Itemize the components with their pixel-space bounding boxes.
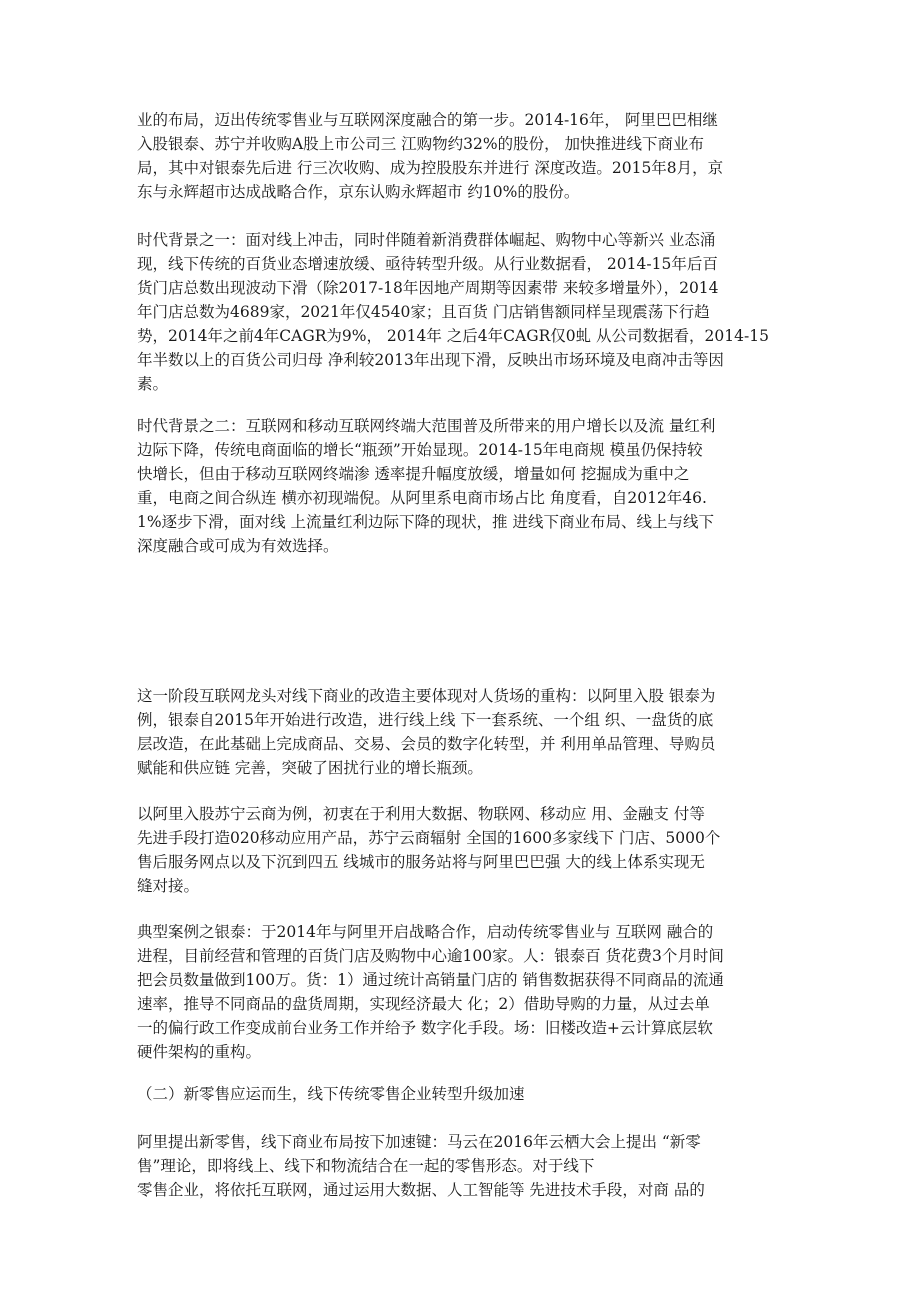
text-line: 缝对接。: [137, 877, 200, 895]
text-line: 重，电商之间合纵连 横亦初现端倪。从阿里系电商市场占比 角度看，自2012年46.: [137, 489, 707, 507]
paragraph-alibaba-jd-layout: [137, 108, 785, 204]
text-line: 售”理论，即将线上、线下和物流结合在一起的零售形态。对于线下: [137, 1157, 595, 1175]
text-line: 零售企业，将依托互联网，通过运用大数据、人工智能等 先进技术手段，对商 品的: [137, 1181, 705, 1199]
text-line: 以阿里入股苏宁云商为例，初衷在于利用大数据、物联网、移动应 用、金融支 付等: [137, 805, 705, 823]
text-line: 时代背景之二：互联网和移动互联网终端大范围普及所带来的用户增长以及流 量红利: [137, 417, 716, 435]
text-line: 年半数以上的百货公司归母 净利较2013年出现下滑，反映出市场环境及电商冲击等因: [137, 351, 724, 369]
paragraph-suning: [137, 802, 785, 898]
text-line: 现，线下传统的百货业态增速放缓、亟待转型升级。从行业数据看， 2014-15年后百: [137, 255, 718, 273]
paragraph-people-goods-place: [137, 684, 785, 780]
text-line: 硬件架构的重构。: [137, 1043, 262, 1061]
text-line: 典型案例之银泰：于2014年与阿里开启战略合作，启动传统零售业与 互联网 融合的: [137, 923, 714, 941]
text-line: 进程，目前经营和管理的百货门店及购物中心逾100家。人：银泰百 货花费3个月时间: [137, 947, 724, 965]
text-line: 年门店总数为4689家，2021年仅4540家；且百货 门店销售额同样呈现震荡下行趋: [137, 303, 710, 321]
text-line: 例，银泰自2015年开始进行改造，进行线上线 下一套系统、一个组 织、一盘货的底: [137, 711, 714, 729]
text-line: 把会员数量做到100万。货：1）通过统计高销量门店的 销售数据获得不同商品的流通: [137, 971, 724, 989]
text-line: 快增长，但由于移动互联网终端渗 透率提升幅度放缓，增量如何 挖掘成为重中之: [137, 465, 690, 483]
text-line: 速率，推导不同商品的盘货周期，实现经济最大 化；2）借助导购的力量，从过去单: [137, 995, 710, 1013]
text-line: 入股银泰、苏宁并收购A股上市公司三 江购物约32%的股份， 加快推进线下商业布: [137, 135, 705, 153]
text-line: 先进手段打造020移动应用产品，苏宁云商辐射 全国的1600多家线下 门店、5000个: [137, 829, 721, 847]
text-line: 一的偏行政工作变成前台业务工作并给予 数字化手段。场：旧楼改造+云计算底层软: [137, 1019, 713, 1037]
paragraph-background-one: [137, 228, 785, 396]
text-line: 深度融合或可成为有效选择。: [137, 537, 339, 555]
text-line: 售后服务网点以及下沉到四五 线城市的服务站将与阿里巴巴强 大的线上体系实现无: [137, 853, 705, 871]
text-line: 赋能和供应链 完善，突破了困扰行业的增长瓶颈。: [137, 759, 483, 777]
paragraph-intime-case: [137, 920, 785, 1064]
text-line: 东与永辉超市达成战略合作，京东认购永辉超市 约10%的股份。: [137, 183, 580, 201]
paragraph-background-two: [137, 414, 785, 558]
section-heading-text: （二）新零售应运而生，线下传统零售企业转型升级加速: [137, 1085, 525, 1103]
text-line: 货门店总数出现波动下滑（除2017-18年因地产周期等因素带 来较多增量外），2014: [137, 279, 719, 297]
text-line: 势，2014年之前4年CAGR为9%， 2014年 之后4年CAGR仅0虬 从公司数据看，2014-15: [137, 327, 769, 345]
section-heading: [137, 1082, 785, 1106]
text-line: 层改造，在此基础上完成商品、交易、会员的数字化转型，并 利用单品管理、导购员: [137, 735, 716, 753]
text-line: 这一阶段互联网龙头对线下商业的改造主要体现对人货场的重构：以阿里入股 银泰为: [137, 687, 716, 705]
text-line: 素。: [137, 375, 169, 393]
text-line: 时代背景之一：面对线上冲击，同时伴随着新消费群体崛起、购物中心等新兴 业态涌: [137, 231, 716, 249]
text-line: 1%逐步下滑，面对线 上流量红利边际下降的现状，推 进线下商业布局、线上与线下: [137, 513, 714, 531]
text-line: 阿里提出新零售，线下商业布局按下加速键：马云在2016年云栖大会上提出 “新零: [137, 1133, 701, 1151]
text-line: 业的布局，迈出传统零售业与互联网深度融合的第一步。2014-16年， 阿里巴巴相继: [137, 111, 718, 129]
text-line: 局，其中对银泰先后进 行三次收购、成为控股股东并进行 深度改造。2015年8月，京: [137, 159, 724, 177]
paragraph-new-retail: [137, 1130, 785, 1202]
text-line: 边际下降，传统电商面临的增长“瓶颈”开始显现。2014-15年电商规 模虽仍保持较: [137, 441, 703, 459]
